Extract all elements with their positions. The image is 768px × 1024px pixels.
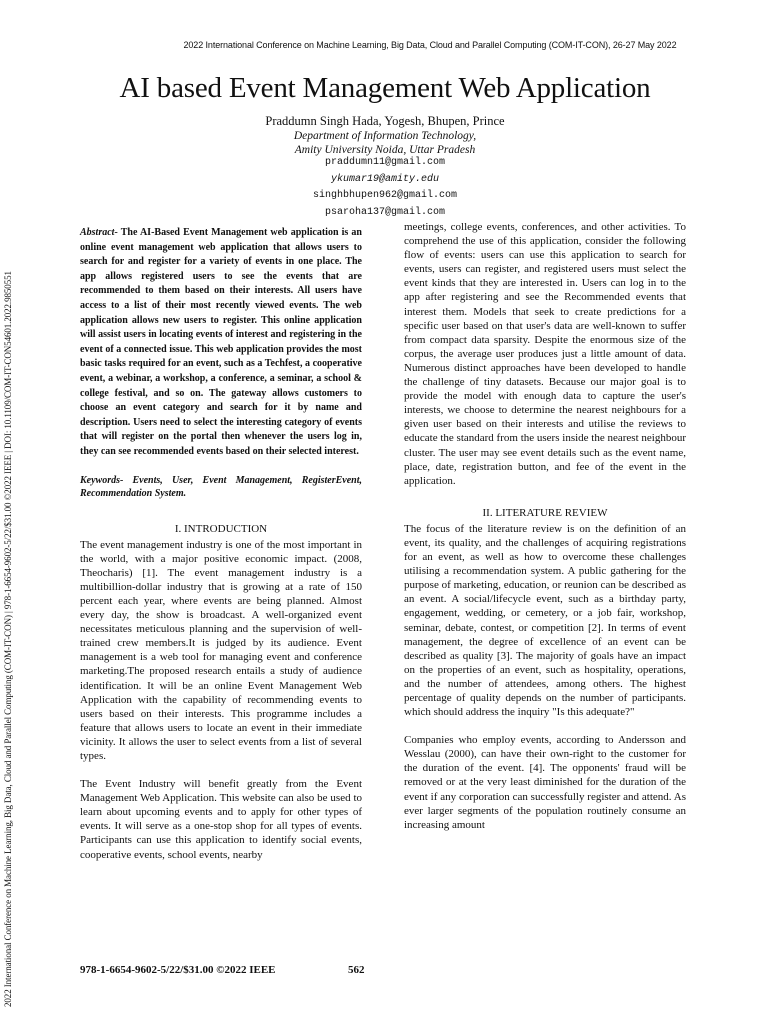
- literature-review-heading: II. LITERATURE REVIEW: [482, 506, 608, 519]
- introduction-paragraph-2: The Event Industry will benefit greatly from the Event Management Web Application. This website can also be used to learn about upcoming events and to apply for other types of events. It will serve as a one-stop shop for all types of events. Participants can use this application to identify social events, cooperative events, school events, nearby: [80, 778, 362, 861]
- email-list: [80, 155, 690, 221]
- abstract: [80, 226, 362, 460]
- doi-side-note: 2022 International Conference on Machine Learning, Big Data, Cloud and Parallel Computing (COM-IT-CON) | 978-1-6654-9602-5/22/$31.00 ©2022 IEEE | DOI: 10.1109/COM-IT-CON54601.2022.9850551: [3, 271, 13, 1007]
- right-column: [404, 220, 686, 832]
- affiliation: [80, 129, 690, 157]
- literature-paragraph-1: The focus of the literature review is on the definition of an event, its quality, and the challenges of acquiring registrations for an event, as well as how to overcome these challenges utilising a recommendation system. A public gathering for the purpose of marketing, education, or reunion can be described as an event. A social/lifecycle event, such as a birthday party, engagement, wedding, or cemetery, or a job fair, workshop, seminar, debate, contest, or competition [2]. In terms of event management, the degree of excellence of an event can be described as quality [3]. The majority of goals have an impact on the properties of an event, such as hospitality, operations, and the number of attendees, among others. The highest percentage of quality depends on the number of participants. which should address the inquiry "Is this adequate?": [404, 522, 686, 719]
- introduction-paragraph-1: The event management industry is one of the most important in the world, with a major positive economic impact. (2008, Theocharis) [1]. The event management industry is a multibillion-dollar industry that is growing at a rate of 150 percent each year, where events are being planned. Almost every day, the show is broadcast. A well-organized event necessitates meticulous planning and the supervision of well-trained crew members.It is judged by its audience. Event management is a web tool for managing event and conference marketing.The proposed research entails a study of audience identification. It will be an online Event Management Web Application with the capability of recommending events to users based on their interests. This programme includes a feature that allows users to locate an event in their immediate vicinity. It allows the user to select events from a list of several types.: [80, 538, 362, 762]
- email-4[interactable]: psaroha137@gmail.com: [324, 206, 446, 218]
- literature-paragraph-2: Companies who employ events, according to Andersson and Wesslau (2000), can have their own-right to the customer for the duration of the event. [4]. The opponents' fraud will be removed or at the very least diminished for the duration of the event if any corporation can successfully register and attend. As ever larger segments of the population routinely consume an increasing amount: [404, 734, 686, 831]
- author-list: Praddumn Singh Hada, Yogesh, Bhupen, Prince: [265, 114, 505, 128]
- page-number: 562: [348, 964, 365, 976]
- footer-isbn: 978-1-6654-9602-5/22/$31.00 ©2022 IEEE: [80, 964, 276, 976]
- conference-header: 2022 International Conference on Machine Learning, Big Data, Cloud and Parallel Computing (COM-IT-CON), 26-27 May 2022: [183, 40, 677, 50]
- right-paragraph-1: meetings, college events, conferences, and other activities. To comprehend the use of this application, consider the following flow of events: users can use this application to search for events, users can register, and registered users must select the event kinds that they are interested in. Users can log in to the app after registering and see the Recommended events that interest them. Models that seek to create predictions for a specific user based on that user's data are well-known to suffer from compact data sparsity. Despite the enormous size of the corpus, the average user produces just a little amount of data. Numerous distinct approaches have been developed to handle the challenge of tiny datasets. Because our major goal is to provide the model with enough data to capture the user's interests, we choose to determine the nearest neighbours for a given user based on their interests and utilise the reviews to educate the standard from the users inside the nearest neighbour cluster. The user may see event details such as the event name, place, date, registration button, and fee of the event in the application.: [404, 221, 686, 487]
- email-3[interactable]: singhbhupen962@gmail.com: [312, 190, 458, 201]
- department: Department of Information Technology,: [293, 130, 477, 142]
- introduction-heading: I. INTRODUCTION: [174, 522, 268, 535]
- university: Amity University Noida, Uttar Pradesh: [294, 144, 476, 156]
- email-1[interactable]: praddumn11@gmail.com: [324, 157, 446, 168]
- left-column: [80, 226, 362, 862]
- abstract-text: The AI-Based Event Management web application is an online event management web application that allows users to search for and register for a variety of events in one place. The app allows registered users to see the events that are recommended to them based on their interests. All users have access to a list of their most recently viewed events. The web application allows new users to register. This online application will assist users in locating events of interest and registering in the event of a connected issue. This web application provides the most basic tasks required for an event, such as a Techfest, a cooperative event, a webinar, a workshop, a conference, a seminar, a school & college festival, and so on. The gateway allows customers to choose an event category and search for it by name and description. Users need to select the interesting category of events that will register on the portal then whenever the users log in, they can see recommended events based on their selected interest.: [80, 227, 362, 457]
- email-2[interactable]: ykumar19@amity.edu: [330, 173, 440, 185]
- paper-title: AI based Event Management Web Application: [119, 72, 651, 104]
- keywords: Keywords- Events, User, Event Management, RegisterEvent, Recommendation System.: [80, 474, 362, 499]
- abstract-label: Abstract-: [80, 227, 118, 238]
